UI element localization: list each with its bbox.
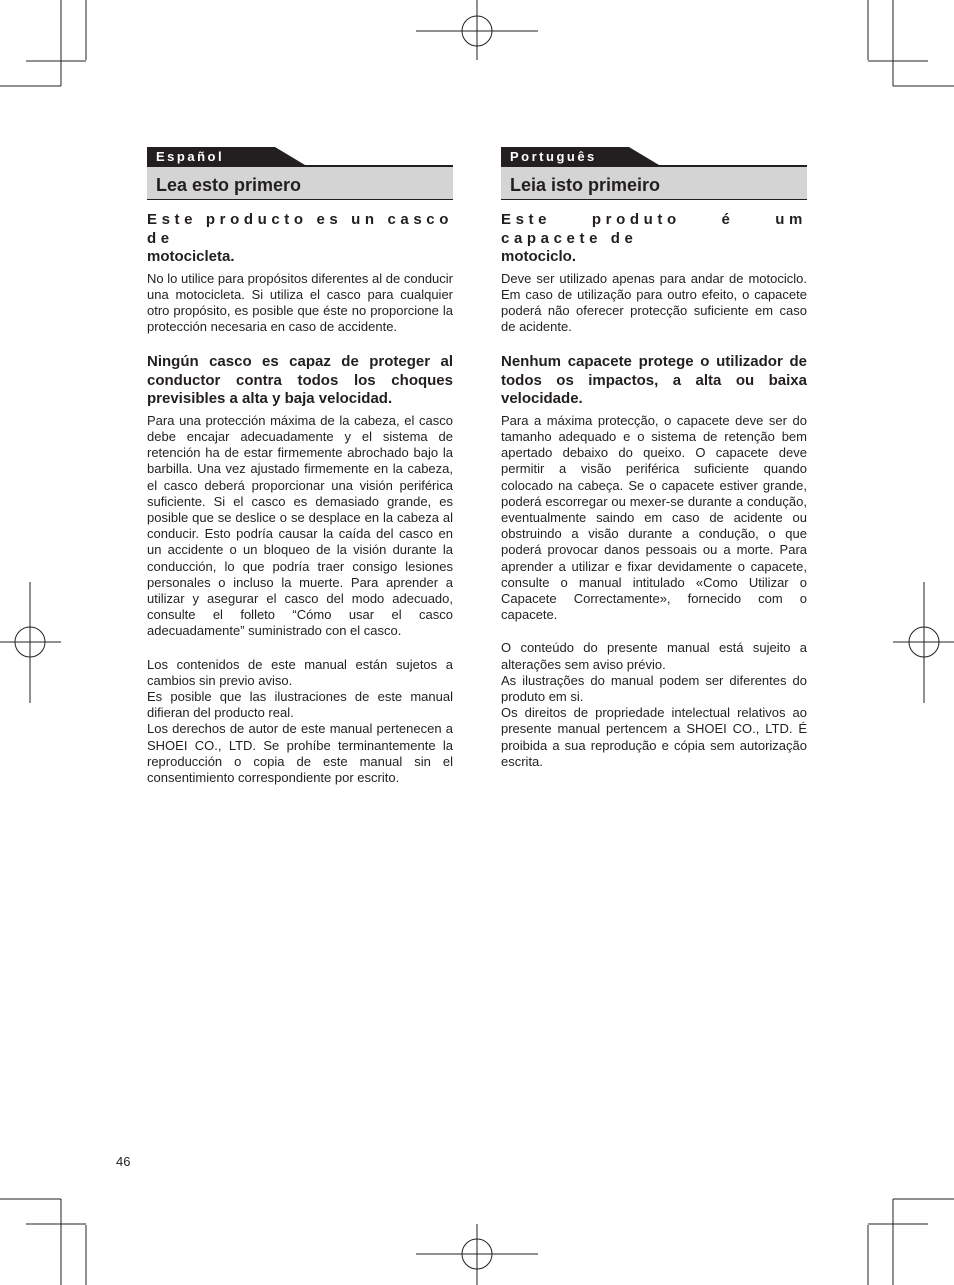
registration-mark-right — [893, 582, 954, 703]
protection-section — [501, 353, 807, 623]
crop-mark-top-left — [0, 0, 86, 86]
registration-mark-bottom — [416, 1224, 538, 1285]
note-illustrations: As ilustrações do manual podem ser diferentes do produto em si. — [501, 672, 807, 705]
protection-paragraph: Para una protección máxima de la cabeza, el casco debe encajar adecuadamente y el sistema de retención ha de estar firmemente abrochado bajo la barbilla. Una vez ajustado firmemente en la cabeza, el casco deberá proporcionar una visión periférica suficiente. Si el casco es demasiado grande, es posible que se deslice o se desplace en la cabeza al conducir. Esto podría causar la caída del casco en un accidente o un bloqueo de la visión durante la conducción, lo que podría traer consigo lesiones personales o incluso la muerte. Para aprender a utilizar y asegurar el casco del modo adecuado, consulte el folleto “Cómo usar el casco adecuadamente” suministrado con el casco. — [147, 412, 453, 639]
note-changes: O conteúdo do presente manual está sujeito a alterações sem aviso prévio. — [501, 640, 807, 672]
protection-paragraph: Para a máxima protecção, o capacete deve ser do tamanho adequado e o sistema de retenção bem apertado debaixo do queixo. O capacete deve permitir a visão periférica suficiente quando colocado na cabeça. Se o capacete estiver grande, poderá escorregar ou mexer-se durante a condução, eventualmente saindo em caso de acidente ou obstruindo a visão durante a condução, o que poderá provocar danos pessoais ou a morte. Para aprender a utilizar e fixar devidamente o capacete, consulte o manual intitulado «Como Utilizar o Capacete Correctamente», fornecido com o capacete. — [501, 412, 807, 623]
page-number: 46 — [116, 1154, 131, 1169]
product-section — [147, 211, 453, 335]
portuguese-column — [501, 147, 807, 770]
product-heading-line2: motociclo. — [501, 248, 577, 265]
crop-mark-bottom-right — [868, 1199, 954, 1285]
crop-mark-bottom-left — [0, 1199, 86, 1285]
protection-heading: Ningún casco es capaz de proteger al conductor contra todos los choques previsibles a alta y baja velocidad. — [147, 353, 453, 408]
title-bar — [147, 167, 453, 200]
title-bar — [501, 167, 807, 200]
product-heading-line1: Este producto es un casco de — [147, 211, 453, 247]
note-illustrations: Es posible que las ilustraciones de este manual difieran del producto real. — [147, 689, 453, 721]
product-heading — [501, 211, 807, 267]
language-tab — [147, 147, 453, 167]
section-title: Lea esto primero — [156, 175, 302, 195]
language-tab — [501, 147, 807, 167]
language-label: Português — [510, 149, 597, 164]
note-changes: Los contenidos de este manual están sujetos a cambios sin previo aviso. — [147, 656, 453, 688]
product-paragraph: Deve ser utilizado apenas para andar de motociclo. Em caso de utilização para outro efeito, o capacete poderá não oferecer protecção suficiente em caso de acidente. — [501, 270, 807, 335]
protection-section — [147, 353, 453, 639]
product-paragraph: No lo utilice para propósitos diferentes al de conducir una motocicleta. Si utiliza el casco para cualquier otro propósito, es posible que éste no proporcione la protección necesaria en caso de accidente. — [147, 270, 453, 335]
registration-mark-top — [416, 0, 538, 60]
notes-section — [501, 640, 807, 770]
notes-section — [147, 657, 453, 787]
section-title: Leia isto primeiro — [510, 175, 661, 195]
crop-mark-top-right — [868, 0, 954, 86]
protection-heading: Nenhum capacete protege o utilizador de todos os impactos, a alta ou baixa velocidade. — [501, 353, 807, 408]
product-heading — [147, 211, 453, 267]
note-copyright: Los derechos de autor de este manual pertenecen a SHOEI CO., LTD. Se prohíbe terminantemente la reproducción o copia de este manual sin el consentimiento correspondiente por escrito. — [147, 721, 453, 786]
spanish-column — [147, 147, 453, 786]
language-label: Español — [156, 149, 225, 164]
registration-mark-left — [0, 582, 61, 703]
product-section — [501, 211, 807, 335]
product-heading-line2: motocicleta. — [147, 248, 235, 265]
product-heading-line1: Este produto é um capacete de — [501, 211, 807, 247]
note-copyright: Os direitos de propriedade intelectual relativos ao presente manual pertencem a SHOEI CO., LTD. É proibida a sua reprodução e cópia sem autorização escrita. — [501, 705, 807, 769]
